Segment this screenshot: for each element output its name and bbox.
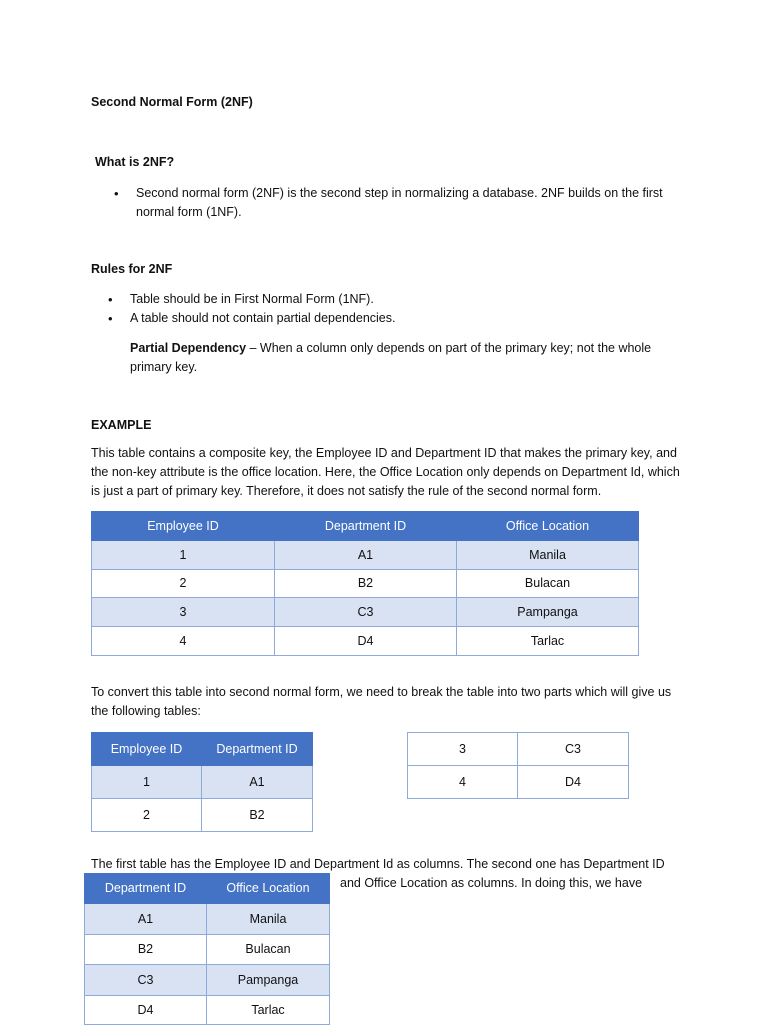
main-table-header: Department ID xyxy=(275,512,457,541)
table-cell: A1 xyxy=(275,541,457,570)
page-title: Second Normal Form (2NF) xyxy=(91,95,253,109)
table-c-header: Department ID xyxy=(85,874,207,904)
main-table-header-row xyxy=(92,512,639,541)
table-row xyxy=(92,570,639,598)
table-cell: C3 xyxy=(85,965,207,996)
table-cell: Manila xyxy=(457,541,639,570)
main-table xyxy=(91,511,639,656)
table-cell: 4 xyxy=(92,627,275,656)
last-paragraph-line-2: and Office Location as columns. In doing this, we have xyxy=(340,876,643,890)
table-a-header: Department ID xyxy=(202,733,313,766)
table-cell: Tarlac xyxy=(457,627,639,656)
table-c-header: Office Location xyxy=(207,874,330,904)
table-cell: Bulacan xyxy=(457,570,639,598)
table-a-header-row xyxy=(92,733,313,766)
partial-dependency-text: – When a column only depends on part of the primary key; not the whole primary key. xyxy=(130,341,652,374)
table-cell: 3 xyxy=(408,733,518,766)
table-row xyxy=(408,733,629,766)
table-cell: Pampanga xyxy=(457,598,639,627)
table-row xyxy=(85,904,330,935)
partial-dependency-term: Partial Dependency xyxy=(130,341,247,355)
table-cell: Pampanga xyxy=(207,965,330,996)
table-cell: D4 xyxy=(518,766,629,799)
table-cell: 4 xyxy=(408,766,518,799)
last-paragraph-line-1: The first table has the Employee ID and Department Id as columns. The second one has Department ID xyxy=(91,857,665,871)
table-cell: 2 xyxy=(92,799,202,832)
partial-dependency-definition xyxy=(130,339,670,377)
table-cell: C3 xyxy=(275,598,457,627)
example-heading: EXAMPLE xyxy=(91,418,152,432)
what-bullet-list xyxy=(136,184,676,222)
department-location-table xyxy=(84,873,330,1025)
table-cell: D4 xyxy=(85,996,207,1025)
table-row xyxy=(85,996,330,1025)
table-cell: C3 xyxy=(518,733,629,766)
what-bullet-1: • Second normal form (2NF) is the second step in normalizing a database. 2NF builds on the first normal form (1NF). xyxy=(136,184,676,222)
table-cell: Bulacan xyxy=(207,935,330,965)
main-table-header: Employee ID xyxy=(92,512,275,541)
table-row xyxy=(92,598,639,627)
table-cell: B2 xyxy=(85,935,207,965)
table-cell: B2 xyxy=(202,799,313,832)
table-cell: D4 xyxy=(275,627,457,656)
rules-bullet-2: • A table should not contain partial dependencies. xyxy=(130,309,680,328)
convert-paragraph: To convert this table into second normal form, we need to break the table into two parts which will give us the following tables: xyxy=(91,685,672,718)
table-cell: B2 xyxy=(275,570,457,598)
table-row xyxy=(85,965,330,996)
table-cell: 3 xyxy=(92,598,275,627)
table-cell: Manila xyxy=(207,904,330,935)
table-c-header-row xyxy=(85,874,330,904)
table-row xyxy=(92,627,639,656)
employee-department-table xyxy=(91,732,313,832)
table-cell: A1 xyxy=(85,904,207,935)
main-table-header: Office Location xyxy=(457,512,639,541)
rules-heading: Rules for 2NF xyxy=(91,262,173,276)
table-cell: A1 xyxy=(202,766,313,799)
table-row xyxy=(92,766,313,799)
rules-bullet-list xyxy=(130,290,680,328)
continuation-table xyxy=(407,732,629,799)
table-cell: 2 xyxy=(92,570,275,598)
example-paragraph: This table contains a composite key, the Employee ID and Department ID that makes the primary key, and the non-key attribute is the office location. Here, the Office Location only depends on Department Id, which is just a part of primary key. Therefore, it does not satisfy the rule of the second normal form. xyxy=(91,446,680,498)
table-row xyxy=(92,541,639,570)
rules-bullet-1: • Table should be in First Normal Form (1NF). xyxy=(130,290,680,309)
table-cell: Tarlac xyxy=(207,996,330,1025)
table-cell: 1 xyxy=(92,766,202,799)
table-row xyxy=(92,799,313,832)
table-cell: 1 xyxy=(92,541,275,570)
table-a-header: Employee ID xyxy=(92,733,202,766)
table-row xyxy=(408,766,629,799)
what-heading: What is 2NF? xyxy=(95,155,175,169)
table-row xyxy=(85,935,330,965)
